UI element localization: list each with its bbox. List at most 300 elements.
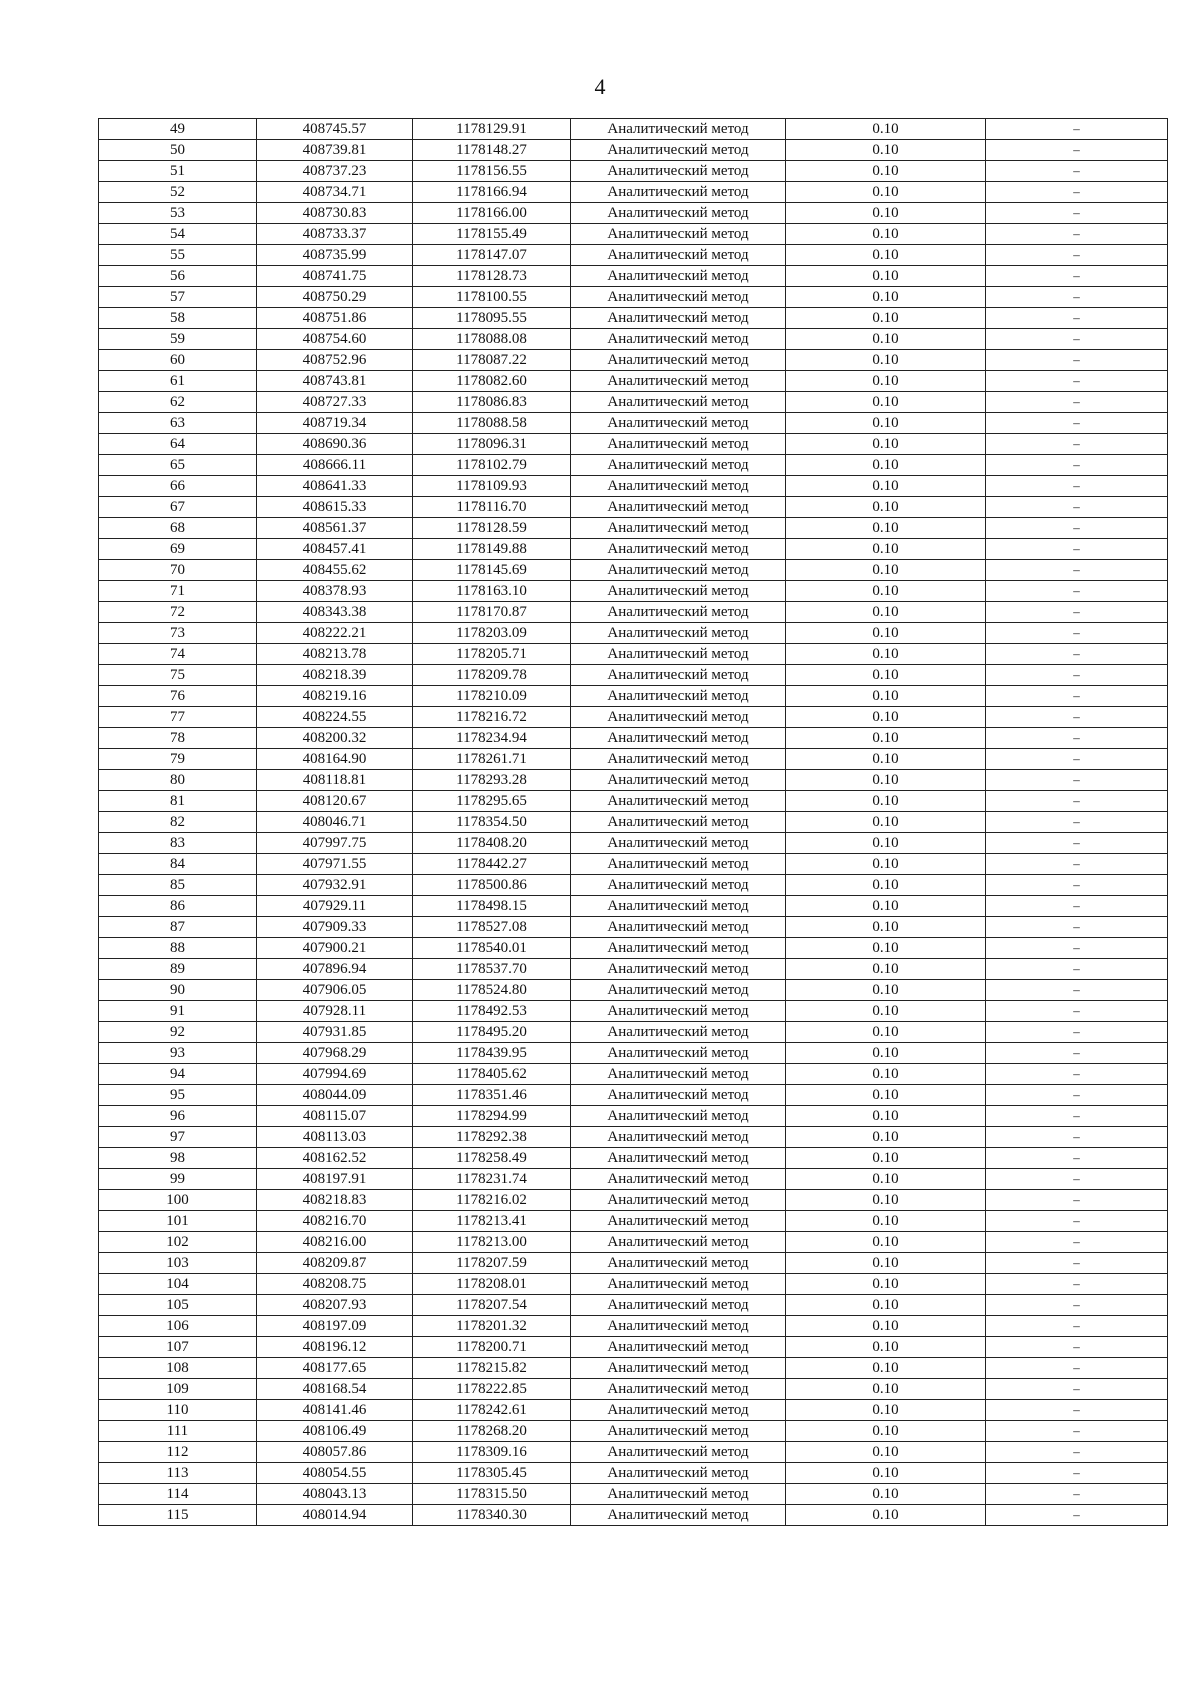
y-coordinate-cell: 1178155.49 <box>413 224 571 245</box>
table-row <box>99 476 1168 497</box>
y-coordinate-cell: 1178208.01 <box>413 1274 571 1295</box>
x-coordinate-cell: 408219.16 <box>257 686 413 707</box>
method-cell: Аналитический метод <box>571 1190 786 1211</box>
method-cell: Аналитический метод <box>571 497 786 518</box>
point-number-cell: 102 <box>99 1232 257 1253</box>
x-coordinate-cell: 408457.41 <box>257 539 413 560</box>
y-coordinate-cell: 1178163.10 <box>413 581 571 602</box>
y-coordinate-cell: 1178261.71 <box>413 749 571 770</box>
x-coordinate-cell: 408057.86 <box>257 1442 413 1463</box>
method-cell: Аналитический метод <box>571 455 786 476</box>
precision-cell: 0.10 <box>786 938 986 959</box>
x-coordinate-cell: 408054.55 <box>257 1463 413 1484</box>
table-row <box>99 728 1168 749</box>
y-coordinate-cell: 1178216.72 <box>413 707 571 728</box>
dash-cell: – <box>986 833 1168 854</box>
x-coordinate-cell: 408197.91 <box>257 1169 413 1190</box>
table-row <box>99 791 1168 812</box>
y-coordinate-cell: 1178292.38 <box>413 1127 571 1148</box>
precision-cell: 0.10 <box>786 749 986 770</box>
y-coordinate-cell: 1178213.41 <box>413 1211 571 1232</box>
point-number-cell: 49 <box>99 119 257 140</box>
method-cell: Аналитический метод <box>571 602 786 623</box>
method-cell: Аналитический метод <box>571 812 786 833</box>
dash-cell: – <box>986 1316 1168 1337</box>
method-cell: Аналитический метод <box>571 1484 786 1505</box>
point-number-cell: 59 <box>99 329 257 350</box>
method-cell: Аналитический метод <box>571 140 786 161</box>
x-coordinate-cell: 407906.05 <box>257 980 413 1001</box>
precision-cell: 0.10 <box>786 602 986 623</box>
dash-cell: – <box>986 1379 1168 1400</box>
precision-cell: 0.10 <box>786 1442 986 1463</box>
precision-cell: 0.10 <box>786 1463 986 1484</box>
table-row <box>99 1064 1168 1085</box>
point-number-cell: 86 <box>99 896 257 917</box>
y-coordinate-cell: 1178492.53 <box>413 1001 571 1022</box>
y-coordinate-cell: 1178293.28 <box>413 770 571 791</box>
point-number-cell: 103 <box>99 1253 257 1274</box>
precision-cell: 0.10 <box>786 119 986 140</box>
table-row <box>99 875 1168 896</box>
precision-cell: 0.10 <box>786 1148 986 1169</box>
x-coordinate-cell: 408752.96 <box>257 350 413 371</box>
dash-cell: – <box>986 1442 1168 1463</box>
y-coordinate-cell: 1178309.16 <box>413 1442 571 1463</box>
dash-cell: – <box>986 1022 1168 1043</box>
x-coordinate-cell: 408216.70 <box>257 1211 413 1232</box>
y-coordinate-cell: 1178216.02 <box>413 1190 571 1211</box>
dash-cell: – <box>986 371 1168 392</box>
x-coordinate-cell: 408615.33 <box>257 497 413 518</box>
method-cell: Аналитический метод <box>571 1001 786 1022</box>
x-coordinate-cell: 408207.93 <box>257 1295 413 1316</box>
dash-cell: – <box>986 1148 1168 1169</box>
point-number-cell: 100 <box>99 1190 257 1211</box>
dash-cell: – <box>986 1421 1168 1442</box>
precision-cell: 0.10 <box>786 224 986 245</box>
method-cell: Аналитический метод <box>571 1211 786 1232</box>
method-cell: Аналитический метод <box>571 896 786 917</box>
method-cell: Аналитический метод <box>571 329 786 350</box>
dash-cell: – <box>986 560 1168 581</box>
dash-cell: – <box>986 1001 1168 1022</box>
y-coordinate-cell: 1178500.86 <box>413 875 571 896</box>
point-number-cell: 87 <box>99 917 257 938</box>
method-cell: Аналитический метод <box>571 266 786 287</box>
precision-cell: 0.10 <box>786 1316 986 1337</box>
precision-cell: 0.10 <box>786 287 986 308</box>
x-coordinate-cell: 408196.12 <box>257 1337 413 1358</box>
dash-cell: – <box>986 1127 1168 1148</box>
dash-cell: – <box>986 770 1168 791</box>
dash-cell: – <box>986 1337 1168 1358</box>
method-cell: Аналитический метод <box>571 854 786 875</box>
dash-cell: – <box>986 1484 1168 1505</box>
x-coordinate-cell: 407971.55 <box>257 854 413 875</box>
method-cell: Аналитический метод <box>571 644 786 665</box>
table-row <box>99 686 1168 707</box>
point-number-cell: 95 <box>99 1085 257 1106</box>
x-coordinate-cell: 408120.67 <box>257 791 413 812</box>
table-row <box>99 938 1168 959</box>
y-coordinate-cell: 1178087.22 <box>413 350 571 371</box>
method-cell: Аналитический метод <box>571 476 786 497</box>
x-coordinate-cell: 408168.54 <box>257 1379 413 1400</box>
dash-cell: – <box>986 980 1168 1001</box>
point-number-cell: 115 <box>99 1505 257 1526</box>
precision-cell: 0.10 <box>786 497 986 518</box>
x-coordinate-cell: 407900.21 <box>257 938 413 959</box>
table-row <box>99 350 1168 371</box>
table-row <box>99 119 1168 140</box>
precision-cell: 0.10 <box>786 1022 986 1043</box>
x-coordinate-cell: 408218.39 <box>257 665 413 686</box>
table-row <box>99 1232 1168 1253</box>
table-row <box>99 161 1168 182</box>
table-row <box>99 455 1168 476</box>
point-number-cell: 96 <box>99 1106 257 1127</box>
point-number-cell: 68 <box>99 518 257 539</box>
dash-cell: – <box>986 854 1168 875</box>
dash-cell: – <box>986 1358 1168 1379</box>
method-cell: Аналитический метод <box>571 833 786 854</box>
y-coordinate-cell: 1178524.80 <box>413 980 571 1001</box>
precision-cell: 0.10 <box>786 1211 986 1232</box>
point-number-cell: 105 <box>99 1295 257 1316</box>
point-number-cell: 75 <box>99 665 257 686</box>
point-number-cell: 63 <box>99 413 257 434</box>
precision-cell: 0.10 <box>786 1337 986 1358</box>
x-coordinate-cell: 408641.33 <box>257 476 413 497</box>
table-row <box>99 1505 1168 1526</box>
table-row <box>99 518 1168 539</box>
table-row <box>99 287 1168 308</box>
table-row <box>99 1001 1168 1022</box>
y-coordinate-cell: 1178156.55 <box>413 161 571 182</box>
method-cell: Аналитический метод <box>571 1169 786 1190</box>
x-coordinate-cell: 408719.34 <box>257 413 413 434</box>
dash-cell: – <box>986 1211 1168 1232</box>
dash-cell: – <box>986 1043 1168 1064</box>
precision-cell: 0.10 <box>786 770 986 791</box>
y-coordinate-cell: 1178116.70 <box>413 497 571 518</box>
method-cell: Аналитический метод <box>571 938 786 959</box>
dash-cell: – <box>986 812 1168 833</box>
table-row <box>99 497 1168 518</box>
x-coordinate-cell: 408216.00 <box>257 1232 413 1253</box>
table-row <box>99 182 1168 203</box>
dash-cell: – <box>986 539 1168 560</box>
y-coordinate-cell: 1178495.20 <box>413 1022 571 1043</box>
y-coordinate-cell: 1178234.94 <box>413 728 571 749</box>
point-number-cell: 112 <box>99 1442 257 1463</box>
table-row <box>99 854 1168 875</box>
x-coordinate-cell: 407968.29 <box>257 1043 413 1064</box>
precision-cell: 0.10 <box>786 1190 986 1211</box>
table-row <box>99 266 1168 287</box>
y-coordinate-cell: 1178203.09 <box>413 623 571 644</box>
dash-cell: – <box>986 476 1168 497</box>
y-coordinate-cell: 1178405.62 <box>413 1064 571 1085</box>
table-row <box>99 707 1168 728</box>
point-number-cell: 106 <box>99 1316 257 1337</box>
table-row <box>99 560 1168 581</box>
precision-cell: 0.10 <box>786 1001 986 1022</box>
x-coordinate-cell: 408200.32 <box>257 728 413 749</box>
precision-cell: 0.10 <box>786 413 986 434</box>
dash-cell: – <box>986 1295 1168 1316</box>
precision-cell: 0.10 <box>786 1127 986 1148</box>
precision-cell: 0.10 <box>786 371 986 392</box>
method-cell: Аналитический метод <box>571 1442 786 1463</box>
x-coordinate-cell: 408730.83 <box>257 203 413 224</box>
x-coordinate-cell: 408115.07 <box>257 1106 413 1127</box>
precision-cell: 0.10 <box>786 1106 986 1127</box>
table-row <box>99 1148 1168 1169</box>
point-number-cell: 56 <box>99 266 257 287</box>
point-number-cell: 71 <box>99 581 257 602</box>
table-row <box>99 245 1168 266</box>
point-number-cell: 110 <box>99 1400 257 1421</box>
y-coordinate-cell: 1178088.08 <box>413 329 571 350</box>
x-coordinate-cell: 407932.91 <box>257 875 413 896</box>
method-cell: Аналитический метод <box>571 665 786 686</box>
method-cell: Аналитический метод <box>571 959 786 980</box>
y-coordinate-cell: 1178209.78 <box>413 665 571 686</box>
coordinates-table <box>98 118 1168 1526</box>
point-number-cell: 104 <box>99 1274 257 1295</box>
point-number-cell: 66 <box>99 476 257 497</box>
x-coordinate-cell: 408177.65 <box>257 1358 413 1379</box>
precision-cell: 0.10 <box>786 644 986 665</box>
y-coordinate-cell: 1178213.00 <box>413 1232 571 1253</box>
precision-cell: 0.10 <box>786 560 986 581</box>
y-coordinate-cell: 1178147.07 <box>413 245 571 266</box>
method-cell: Аналитический метод <box>571 1379 786 1400</box>
precision-cell: 0.10 <box>786 707 986 728</box>
y-coordinate-cell: 1178294.99 <box>413 1106 571 1127</box>
method-cell: Аналитический метод <box>571 1295 786 1316</box>
precision-cell: 0.10 <box>786 329 986 350</box>
method-cell: Аналитический метод <box>571 1106 786 1127</box>
table-row <box>99 959 1168 980</box>
table-row <box>99 1274 1168 1295</box>
method-cell: Аналитический метод <box>571 728 786 749</box>
precision-cell: 0.10 <box>786 161 986 182</box>
y-coordinate-cell: 1178128.73 <box>413 266 571 287</box>
table-row <box>99 1337 1168 1358</box>
table-row <box>99 539 1168 560</box>
point-number-cell: 111 <box>99 1421 257 1442</box>
method-cell: Аналитический метод <box>571 707 786 728</box>
point-number-cell: 52 <box>99 182 257 203</box>
x-coordinate-cell: 408750.29 <box>257 287 413 308</box>
table-row <box>99 749 1168 770</box>
dash-cell: – <box>986 1106 1168 1127</box>
method-cell: Аналитический метод <box>571 560 786 581</box>
method-cell: Аналитический метод <box>571 1043 786 1064</box>
page-number: 4 <box>594 74 606 99</box>
point-number-cell: 57 <box>99 287 257 308</box>
dash-cell: – <box>986 1085 1168 1106</box>
y-coordinate-cell: 1178442.27 <box>413 854 571 875</box>
precision-cell: 0.10 <box>786 1400 986 1421</box>
x-coordinate-cell: 408046.71 <box>257 812 413 833</box>
point-number-cell: 64 <box>99 434 257 455</box>
x-coordinate-cell: 408378.93 <box>257 581 413 602</box>
precision-cell: 0.10 <box>786 812 986 833</box>
x-coordinate-cell: 408106.49 <box>257 1421 413 1442</box>
point-number-cell: 79 <box>99 749 257 770</box>
dash-cell: – <box>986 308 1168 329</box>
table-row <box>99 1085 1168 1106</box>
point-number-cell: 73 <box>99 623 257 644</box>
table-row <box>99 770 1168 791</box>
x-coordinate-cell: 408224.55 <box>257 707 413 728</box>
x-coordinate-cell: 408561.37 <box>257 518 413 539</box>
y-coordinate-cell: 1178215.82 <box>413 1358 571 1379</box>
table-row <box>99 917 1168 938</box>
point-number-cell: 74 <box>99 644 257 665</box>
x-coordinate-cell: 408734.71 <box>257 182 413 203</box>
x-coordinate-cell: 408197.09 <box>257 1316 413 1337</box>
x-coordinate-cell: 408164.90 <box>257 749 413 770</box>
dash-cell: – <box>986 1274 1168 1295</box>
dash-cell: – <box>986 959 1168 980</box>
precision-cell: 0.10 <box>786 1421 986 1442</box>
dash-cell: – <box>986 707 1168 728</box>
method-cell: Аналитический метод <box>571 749 786 770</box>
x-coordinate-cell: 408118.81 <box>257 770 413 791</box>
y-coordinate-cell: 1178205.71 <box>413 644 571 665</box>
point-number-cell: 65 <box>99 455 257 476</box>
x-coordinate-cell: 407928.11 <box>257 1001 413 1022</box>
method-cell: Аналитический метод <box>571 1085 786 1106</box>
y-coordinate-cell: 1178315.50 <box>413 1484 571 1505</box>
precision-cell: 0.10 <box>786 1295 986 1316</box>
point-number-cell: 62 <box>99 392 257 413</box>
x-coordinate-cell: 407931.85 <box>257 1022 413 1043</box>
dash-cell: – <box>986 749 1168 770</box>
table-row <box>99 1442 1168 1463</box>
y-coordinate-cell: 1178207.59 <box>413 1253 571 1274</box>
y-coordinate-cell: 1178200.71 <box>413 1337 571 1358</box>
precision-cell: 0.10 <box>786 518 986 539</box>
x-coordinate-cell: 407994.69 <box>257 1064 413 1085</box>
method-cell: Аналитический метод <box>571 1421 786 1442</box>
method-cell: Аналитический метод <box>571 1253 786 1274</box>
dash-cell: – <box>986 665 1168 686</box>
precision-cell: 0.10 <box>786 959 986 980</box>
y-coordinate-cell: 1178148.27 <box>413 140 571 161</box>
point-number-cell: 101 <box>99 1211 257 1232</box>
method-cell: Аналитический метод <box>571 1022 786 1043</box>
method-cell: Аналитический метод <box>571 308 786 329</box>
method-cell: Аналитический метод <box>571 770 786 791</box>
dash-cell: – <box>986 917 1168 938</box>
y-coordinate-cell: 1178166.94 <box>413 182 571 203</box>
point-number-cell: 69 <box>99 539 257 560</box>
method-cell: Аналитический метод <box>571 1358 786 1379</box>
x-coordinate-cell: 408741.75 <box>257 266 413 287</box>
precision-cell: 0.10 <box>786 140 986 161</box>
table-row <box>99 1484 1168 1505</box>
precision-cell: 0.10 <box>786 581 986 602</box>
table-row <box>99 602 1168 623</box>
method-cell: Аналитический метод <box>571 623 786 644</box>
method-cell: Аналитический метод <box>571 350 786 371</box>
method-cell: Аналитический метод <box>571 539 786 560</box>
point-number-cell: 53 <box>99 203 257 224</box>
dash-cell: – <box>986 350 1168 371</box>
method-cell: Аналитический метод <box>571 1232 786 1253</box>
x-coordinate-cell: 408113.03 <box>257 1127 413 1148</box>
precision-cell: 0.10 <box>786 791 986 812</box>
dash-cell: – <box>986 1232 1168 1253</box>
point-number-cell: 80 <box>99 770 257 791</box>
dash-cell: – <box>986 602 1168 623</box>
y-coordinate-cell: 1178439.95 <box>413 1043 571 1064</box>
precision-cell: 0.10 <box>786 266 986 287</box>
x-coordinate-cell: 408455.62 <box>257 560 413 581</box>
table-row <box>99 1421 1168 1442</box>
point-number-cell: 97 <box>99 1127 257 1148</box>
method-cell: Аналитический метод <box>571 1148 786 1169</box>
x-coordinate-cell: 408218.83 <box>257 1190 413 1211</box>
precision-cell: 0.10 <box>786 392 986 413</box>
x-coordinate-cell: 408745.57 <box>257 119 413 140</box>
table-row <box>99 1022 1168 1043</box>
point-number-cell: 99 <box>99 1169 257 1190</box>
dash-cell: – <box>986 413 1168 434</box>
dash-cell: – <box>986 728 1168 749</box>
table-row <box>99 329 1168 350</box>
point-number-cell: 50 <box>99 140 257 161</box>
point-number-cell: 77 <box>99 707 257 728</box>
dash-cell: – <box>986 896 1168 917</box>
y-coordinate-cell: 1178207.54 <box>413 1295 571 1316</box>
dash-cell: – <box>986 182 1168 203</box>
precision-cell: 0.10 <box>786 1085 986 1106</box>
x-coordinate-cell: 408751.86 <box>257 308 413 329</box>
x-coordinate-cell: 408754.60 <box>257 329 413 350</box>
method-cell: Аналитический метод <box>571 518 786 539</box>
y-coordinate-cell: 1178242.61 <box>413 1400 571 1421</box>
method-cell: Аналитический метод <box>571 203 786 224</box>
table-row <box>99 1211 1168 1232</box>
dash-cell: – <box>986 392 1168 413</box>
x-coordinate-cell: 407997.75 <box>257 833 413 854</box>
point-number-cell: 61 <box>99 371 257 392</box>
table-row <box>99 1253 1168 1274</box>
x-coordinate-cell: 408690.36 <box>257 434 413 455</box>
point-number-cell: 72 <box>99 602 257 623</box>
method-cell: Аналитический метод <box>571 1274 786 1295</box>
table-row <box>99 203 1168 224</box>
table-row <box>99 224 1168 245</box>
dash-cell: – <box>986 287 1168 308</box>
x-coordinate-cell: 408162.52 <box>257 1148 413 1169</box>
y-coordinate-cell: 1178408.20 <box>413 833 571 854</box>
method-cell: Аналитический метод <box>571 392 786 413</box>
table-row <box>99 434 1168 455</box>
precision-cell: 0.10 <box>786 1358 986 1379</box>
x-coordinate-cell: 408222.21 <box>257 623 413 644</box>
table-row <box>99 812 1168 833</box>
y-coordinate-cell: 1178170.87 <box>413 602 571 623</box>
precision-cell: 0.10 <box>786 434 986 455</box>
